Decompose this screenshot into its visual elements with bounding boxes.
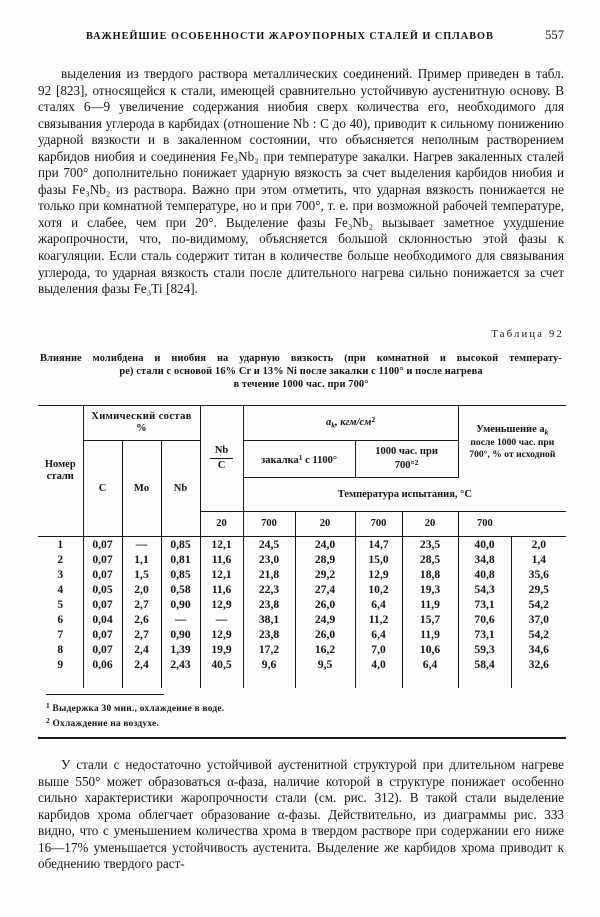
cell-r700: 1,4	[531, 552, 547, 566]
header-ak-group: $a_k$, кгм/$см^2$	[243, 406, 458, 441]
paragraph-top: выделения из твердого раствора металлических соединений. Пример приведен в табл. 92 [823], относящейся к стали, имеющей сравнительно устойчивую аустенитную основу. В сталях 6—9 увеличение содержания ниобия сверх количества его, необходимого для связывания углерода в карбидах (отношение Nb : C до 40), приводит к сильному понижению ударной вязкости и в закаленном состоянии, что объясняется неполным растворением карбидов ниобия и соединения Fe₃Nb₂ при температуре закалки. Нагрев закаленных сталей при 700° дополнительно понижает ударную вязкость за счет выделения карбидов ниобия и фазы Fe₃Nb₂ из раствора. Важно при этом отметить, что ударная вязкость понижается не только при комнатной температуре, но и при 700°, т. е. при возможной рабочей температуре, хотя и слабее, чем при 20°. Выделение фазы Fe₃Nb₂ вызывает заметное ухудшение жаропрочности, что, по-видимому, объясняется большой склонностью этой фазы к коагуляции. Если сталь содержит титан в количестве больше необходимого для связывания углерода, то ударная вязкость стали после длительного нагрева сильно понижается за счет выделения фазы Fe₃Ti [824].	[38, 66, 564, 297]
cell-a20: 7,0	[355, 642, 402, 657]
cell-q20: 23,8	[243, 597, 295, 612]
cell-steel-no: 6	[38, 612, 83, 627]
spacer-cell	[38, 672, 83, 688]
cell-r20: 34,8	[458, 552, 511, 567]
cell-r700: 32,6	[528, 657, 549, 671]
cell-a20: 10,2	[355, 582, 402, 597]
cell-mo: 1,1	[122, 552, 161, 567]
spacer-cell	[161, 672, 200, 688]
header-c: C	[83, 441, 122, 537]
cell-a20: 4,0	[355, 657, 402, 672]
header-temp-4: 700	[355, 512, 402, 537]
cell-a700: 11,9	[402, 597, 458, 612]
header-aged: 1000 час. при 700°$^2$	[355, 441, 458, 478]
header-temp-6: 700	[458, 512, 511, 537]
footnote-marker: 2	[46, 716, 50, 726]
table-row	[38, 597, 566, 612]
cell-a700: 19,3	[402, 582, 458, 597]
cell-r700: 34,6	[528, 642, 549, 656]
cell-r700: 2,0	[511, 537, 566, 553]
cell-q20: 9,6	[243, 657, 295, 672]
spacer-cell	[122, 672, 161, 688]
cell-steel-no: 3	[38, 567, 83, 582]
header-temp-1: 20	[200, 512, 243, 537]
cell-r20: 54,3	[458, 582, 511, 597]
cell-steel-no: 1	[38, 537, 83, 553]
cell-steel-no: 8	[38, 642, 83, 657]
table-row	[38, 567, 566, 582]
cell-a20: 11,2	[355, 612, 402, 627]
table-number-label: Таблица 92	[491, 329, 564, 340]
table-row	[38, 537, 566, 553]
cell-steel-no: 4	[38, 582, 83, 597]
cell-a700: 18,8	[402, 567, 458, 582]
cell-c: 0,06	[83, 657, 122, 672]
cell-q20: 23,8	[243, 627, 295, 642]
cell-q20: 38,1	[243, 612, 295, 627]
header-steel-number: Номер стали	[38, 406, 83, 537]
cell-r20: 58,4	[458, 657, 511, 672]
spacer-cell	[458, 672, 511, 688]
table-header-row-1	[38, 406, 566, 441]
cell-mo: 2,7	[122, 627, 161, 642]
cell-c: 0,07	[83, 537, 122, 553]
cell-c: 0,07	[83, 567, 122, 582]
header-temp-3: 20	[295, 512, 355, 537]
spacer-cell	[295, 672, 355, 688]
cell-r20: 73,1	[458, 597, 511, 612]
paragraph-bottom: У стали с недостаточно устойчивой аустенитной структурой при длительном нагреве выше 550° может образоваться α-фаза, наличие которой в структуре понижает особенно сильно характеристики жаропрочности стали (см. рис. 312). В такой стали выделение карбидов хрома облегчает образование α-фазы. Действительно, из диаграммы рис. 333 видно, что с уменьшением количества хрома в твердом растворе при содержании его ниже 16—17% уменьшается устойчивость аустенита. Выделение же карбидов хрома приводит к обеднению твердого раст-	[38, 757, 564, 872]
cell-r700: 35,6	[528, 567, 549, 581]
cell-mo: 2,4	[122, 657, 161, 672]
cell-nbc: 11,6	[200, 552, 243, 567]
cell-nb: —	[161, 612, 200, 627]
table-row	[38, 627, 566, 642]
table-row	[38, 642, 566, 657]
cell-q20: 24,5	[243, 537, 295, 553]
cell-a700: 10,6	[402, 642, 458, 657]
footnote-item	[46, 715, 346, 730]
cell-c: 0,07	[83, 627, 122, 642]
cell-a700: 28,5	[402, 552, 458, 567]
spacer-cell	[355, 672, 402, 688]
cell-q700: 27,4	[295, 582, 355, 597]
cell-mo: 2,4	[122, 642, 161, 657]
body-text-top	[38, 66, 564, 298]
cell-r20: 70,6	[458, 612, 511, 627]
cell-a20: 6,4	[355, 597, 402, 612]
reduction-line-1: Уменьшение $a_k$	[476, 423, 549, 436]
cell-nb: 0,81	[161, 552, 200, 567]
header-test-temperature: Температура испытания, °С	[243, 478, 566, 512]
aged-line-2: 700°$^2$	[394, 458, 419, 472]
header-nb-over-c	[200, 406, 243, 512]
table-caption	[40, 352, 562, 392]
cell-nbc: 12,1	[200, 567, 243, 582]
footnote-rule	[46, 694, 164, 695]
cell-nbc: —	[200, 612, 243, 627]
cell-a700: 23,5	[402, 537, 458, 553]
table-caption-line-2: ре) стали с основой 16% Cr и 13% Ni после закалки с 1100° и после нагрева	[119, 366, 483, 378]
cell-nb: 0,85	[161, 567, 200, 582]
cell-q700: 26,0	[295, 627, 355, 642]
header-ak-reduction	[458, 406, 566, 478]
cell-mo: 2,0	[122, 582, 161, 597]
spacer-cell	[243, 672, 295, 688]
cell-c: 0,04	[83, 612, 122, 627]
cell-mo: 2,7	[122, 597, 161, 612]
cell-q20: 17,2	[243, 642, 295, 657]
cell-a20: 6,4	[355, 627, 402, 642]
cell-nb: 0,85	[161, 537, 200, 553]
cell-r700: 37,0	[528, 612, 549, 626]
nb-c-fraction: $\frac{Nb}{C}$	[210, 445, 233, 471]
running-head-title: ВАЖНЕЙШИЕ ОСОБЕННОСТИ ЖАРОУПОРНЫХ СТАЛЕЙ И СПЛАВОВ	[86, 31, 494, 42]
header-nb: Nb	[161, 441, 200, 537]
table-footnotes	[46, 700, 346, 731]
cell-a700: 11,9	[402, 627, 458, 642]
cell-r20: 73,1	[458, 627, 511, 642]
header-temp-2: 700	[243, 512, 295, 537]
reduction-line-3: 700°, % от исходной	[469, 448, 556, 460]
table-row	[38, 582, 566, 597]
cell-steel-no: 5	[38, 597, 83, 612]
cell-q700: 26,0	[295, 597, 355, 612]
cell-steel-no: 7	[38, 627, 83, 642]
cell-nbc: 11,6	[200, 582, 243, 597]
cell-nbc: 40,5	[200, 657, 243, 672]
header-chemical-composition: Химический состав %	[83, 406, 200, 441]
page-number: 557	[545, 28, 564, 42]
table-row	[38, 552, 566, 567]
cell-q700: 9,5	[295, 657, 355, 672]
cell-nbc: 12,1	[200, 537, 243, 553]
reduction-line-2: после 1000 час. при	[470, 437, 555, 449]
running-head	[38, 28, 564, 43]
cell-q20: 21,8	[243, 567, 295, 582]
cell-nbc: 12,9	[200, 597, 243, 612]
table-row	[38, 612, 566, 627]
cell-nb: 0,90	[161, 627, 200, 642]
cell-steel-no: 9	[38, 657, 83, 672]
cell-q700: 16,2	[295, 642, 355, 657]
cell-steel-no: 2	[38, 552, 83, 567]
spacer-cell	[402, 672, 458, 688]
table-row-spacer	[38, 672, 566, 688]
cell-q700: 28,9	[295, 552, 355, 567]
cell-c: 0,07	[83, 552, 122, 567]
spacer-cell	[511, 672, 566, 688]
cell-mo: —	[122, 537, 161, 553]
cell-nbc: 12,9	[200, 627, 243, 642]
cell-a20: 14,7	[355, 537, 402, 553]
cell-a20: 15,0	[355, 552, 402, 567]
cell-c: 0,07	[83, 642, 122, 657]
cell-mo: 1,5	[122, 567, 161, 582]
cell-nbc: 19,9	[200, 642, 243, 657]
cell-a700: 15,7	[402, 612, 458, 627]
footnote-item	[46, 700, 346, 715]
cell-q700: 29,2	[295, 567, 355, 582]
spacer-cell	[200, 672, 243, 688]
cell-a20: 12,9	[355, 567, 402, 582]
cell-mo: 2,6	[122, 612, 161, 627]
cell-q20: 23,0	[243, 552, 295, 567]
cell-r700: 54,2	[528, 627, 549, 641]
cell-r20: 40,8	[458, 567, 511, 582]
table-bottom-rule	[38, 737, 566, 739]
table-92	[38, 405, 566, 691]
cell-r700: 54,2	[528, 597, 549, 611]
cell-c: 0,05	[83, 582, 122, 597]
cell-c: 0,07	[83, 597, 122, 612]
spacer-cell	[83, 672, 122, 688]
cell-nb: 0,58	[161, 582, 200, 597]
cell-q700: 24,9	[295, 612, 355, 627]
cell-r700: 29,5	[528, 582, 549, 596]
cell-r20: 40,0	[458, 537, 511, 553]
cell-nb: 0,90	[161, 597, 200, 612]
cell-q700: 24,0	[295, 537, 355, 553]
table-caption-line-3: в течение 1000 час. при 700°	[233, 379, 369, 391]
footnote-text: Выдержка 30 мин., охлаждение в воде.	[52, 703, 225, 714]
footnote-text: Охлаждение на воздухе.	[52, 719, 160, 730]
cell-r20: 59,3	[458, 642, 511, 657]
cell-nb: 2,43	[161, 657, 200, 672]
header-mo: Mo	[122, 441, 161, 537]
header-quench: закалка$^1$ с 1100°	[243, 441, 355, 478]
cell-q20: 22,3	[243, 582, 295, 597]
body-text-bottom	[38, 757, 564, 873]
footnote-marker: 1	[46, 701, 50, 710]
table-row	[38, 657, 566, 672]
data-table	[38, 405, 566, 688]
header-temp-5: 20	[402, 512, 458, 537]
cell-nb: 1,39	[161, 642, 200, 657]
cell-a700: 6,4	[402, 657, 458, 672]
table-caption-line-1: Влияние молибдена и ниобия на ударную вязкость (при комнатной и высокой температу-	[40, 353, 562, 364]
